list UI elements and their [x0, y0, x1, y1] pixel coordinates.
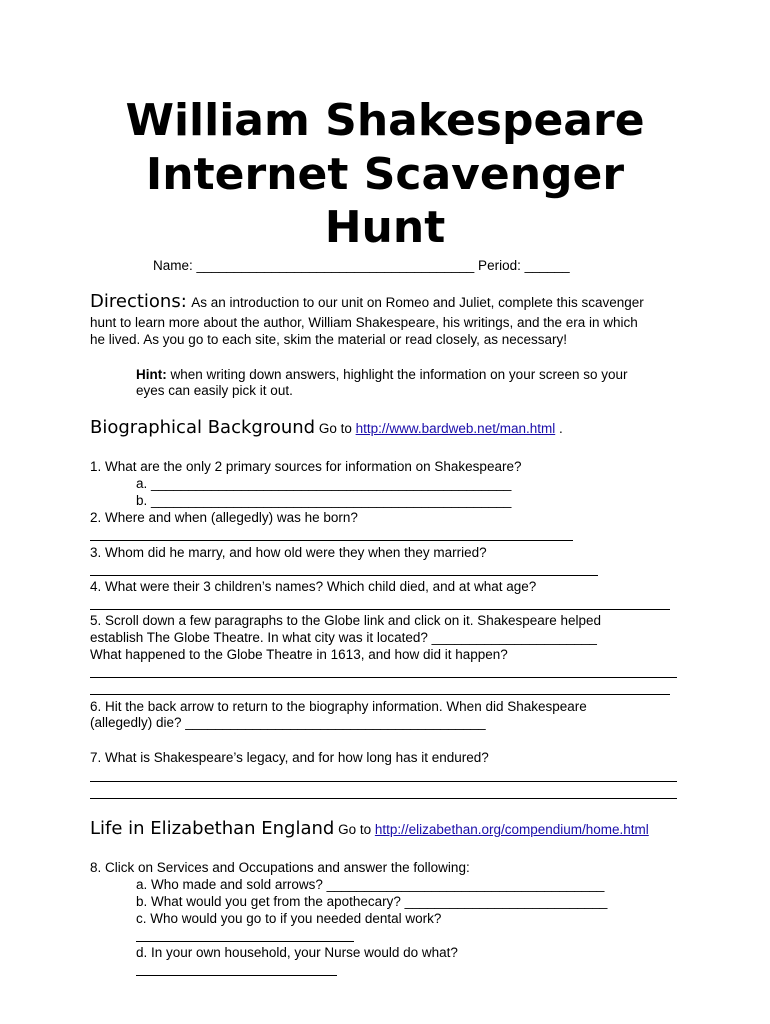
answer-line-7b[interactable]	[90, 798, 677, 799]
answer-line-5b[interactable]	[90, 694, 670, 695]
answer-line-5a[interactable]	[90, 677, 677, 678]
hint-text-2: eyes can easily pick it out.	[136, 383, 293, 398]
question-1a: a. ________________________________________________	[136, 476, 512, 491]
go-to-label: Go to	[315, 421, 356, 436]
page-title-line-3: Hunt	[324, 202, 446, 253]
question-5-line-2: establish The Globe Theatre. In what city was it located? ______________________	[90, 630, 597, 645]
answer-line-8d[interactable]	[136, 975, 337, 976]
answer-line-7a[interactable]	[90, 781, 677, 782]
question-6-line-2: (allegedly) die? ________________________________________	[90, 715, 486, 730]
question-8a: a. Who made and sold arrows? _____________________________________	[136, 877, 605, 892]
question-8: 8. Click on Services and Occupations and answer the following:	[90, 860, 470, 875]
page-title-line-2: Internet Scavenger	[145, 149, 625, 200]
question-1: 1. What are the only 2 primary sources for information on Shakespeare?	[90, 459, 522, 474]
page-title-line-1: William Shakespeare	[125, 95, 645, 146]
directions-heading: Directions:	[90, 291, 187, 312]
question-8c: c. Who would you go to if you needed dental work?	[136, 911, 442, 926]
section-elizabethan	[90, 817, 649, 842]
directions-text-1: As an introduction to our unit on Romeo and Juliet, complete this scavenger	[191, 295, 644, 310]
hint-line-1	[136, 366, 628, 383]
question-5-line-1: 5. Scroll down a few paragraphs to the Globe link and click on it. Shakespeare helped	[90, 613, 602, 628]
section-heading-biographical: Biographical Background	[90, 417, 316, 438]
answer-line-2[interactable]	[90, 540, 573, 541]
question-6-line-1: 6. Hit the back arrow to return to the biography information. When did Shakespeare	[90, 699, 587, 714]
question-5-line-3: What happened to the Globe Theatre in 1613, and how did it happen?	[90, 647, 508, 662]
hint-text-1: when writing down answers, highlight the information on your screen so your	[166, 367, 628, 382]
elizabethan-link[interactable]: http://elizabethan.org/compendium/home.html	[374, 822, 649, 837]
question-4: 4. What were their 3 children’s names? Which child died, and at what age?	[90, 579, 537, 594]
question-2: 2. Where and when (allegedly) was he born?	[90, 510, 358, 525]
directions-first-line	[90, 291, 644, 314]
go-to-label-2: Go to	[334, 822, 375, 837]
section1-period: .	[555, 421, 563, 436]
directions-text-2: hunt to learn more about the author, William Shakespeare, his writings, and the era in which	[90, 315, 638, 330]
question-7: 7. What is Shakespeare’s legacy, and for how long has it endured?	[90, 750, 489, 765]
question-3: 3. Whom did he marry, and how old were they when they married?	[90, 545, 487, 560]
question-1b: b. ________________________________________________	[136, 493, 512, 508]
hint-label: Hint:	[136, 367, 167, 382]
question-8d: d. In your own household, your Nurse would do what?	[136, 945, 458, 960]
question-8b: b. What would you get from the apothecary? ___________________________	[136, 894, 608, 909]
name-period-line: Name: _____________________________________ Period: ______	[153, 258, 570, 273]
answer-line-4[interactable]	[90, 609, 670, 610]
answer-line-8c[interactable]	[136, 941, 354, 942]
directions-text-3: he lived. As you go to each site, skim the material or read closely, as necessary!	[90, 332, 567, 347]
section-heading-elizabethan: Life in Elizabethan England	[90, 818, 335, 839]
section-biographical	[90, 416, 563, 441]
answer-line-3[interactable]	[90, 575, 598, 576]
bardweb-link[interactable]: http://www.bardweb.net/man.html	[355, 421, 556, 436]
